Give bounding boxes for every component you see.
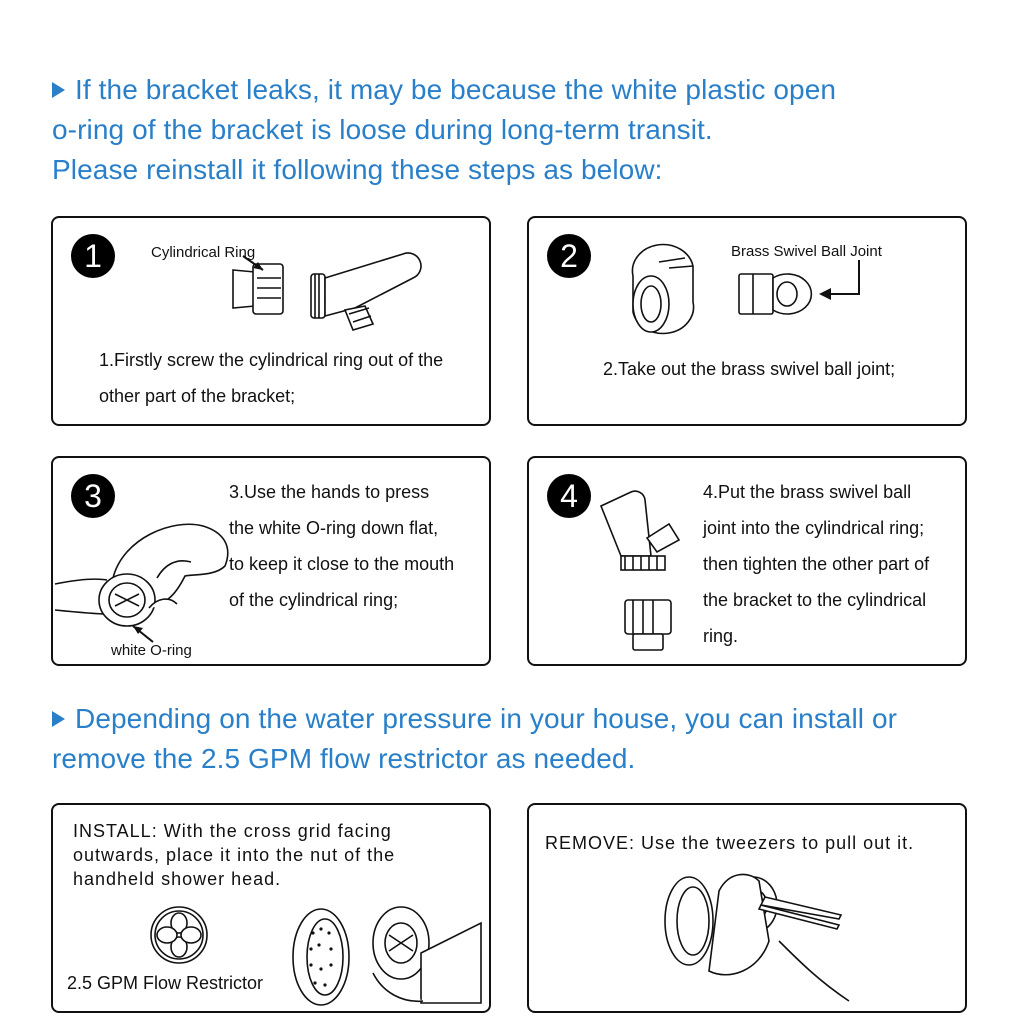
- remove-text: [545, 831, 914, 855]
- step-4-line-5: ring.: [703, 626, 739, 646]
- step-1-line-2: other part of the bracket;: [99, 386, 296, 406]
- step-3-line-1: 3.Use the hands to press: [229, 482, 430, 502]
- bracket-disassembly-illustration: [53, 218, 493, 348]
- step-2-panel: [527, 216, 967, 426]
- hand-pressing-oring-illustration: [53, 458, 253, 658]
- step-1-text: [99, 342, 489, 414]
- remove-keyword: REMOVE: [545, 833, 630, 853]
- intro-line-3: Please reinstall it following these steps as below:: [52, 154, 663, 185]
- step-4-line-1: 4.Put the brass swivel ball: [703, 482, 912, 502]
- install-line-1: : With the cross grid facing: [151, 821, 392, 841]
- flow-line-2: remove the 2.5 GPM flow restrictor as needed.: [52, 743, 636, 774]
- remove-panel: [527, 803, 967, 1013]
- flow-restrictor-icon: [149, 905, 219, 975]
- step-3-badge: 3: [71, 474, 115, 518]
- step-4-panel: [527, 456, 967, 666]
- step-4-line-3: then tighten the other part of: [703, 554, 930, 574]
- step-3-panel: [51, 456, 491, 666]
- flow-heading: [52, 699, 897, 779]
- bracket-assembly-illustration: [529, 458, 729, 668]
- step-1-line-1: 1.Firstly screw the cylindrical ring out of the: [99, 350, 444, 370]
- intro-line-2: o-ring of the bracket is loose during long-term transit.: [52, 114, 713, 145]
- intro-line-1: If the bracket leaks, it may be because the white plastic open: [52, 70, 836, 110]
- install-shower-head-illustration: [281, 893, 491, 1013]
- step-3-line-4: of the cylindrical ring;: [229, 590, 399, 610]
- intro-heading: [52, 70, 836, 190]
- step-2-badge: 2: [547, 234, 591, 278]
- step-3-text: [229, 474, 489, 618]
- install-panel: [51, 803, 491, 1013]
- step-1-badge: 1: [71, 234, 115, 278]
- step-4-line-2: joint into the cylindrical ring;: [703, 518, 925, 538]
- step-4-badge: 4: [547, 474, 591, 518]
- white-oring-label: white O-ring: [111, 642, 192, 659]
- step-2-line-1: 2.Take out the brass swivel ball joint;: [603, 359, 896, 379]
- brass-swivel-ball-joint-label: Brass Swivel Ball Joint: [731, 243, 882, 260]
- swivel-ball-joint-illustration: [529, 218, 969, 348]
- triangle-bullet-icon: [52, 711, 65, 727]
- step-3-line-2: the white O-ring down flat,: [229, 518, 439, 538]
- remove-with-tweezers-illustration: [649, 861, 889, 1011]
- flow-line-1: Depending on the water pressure in your house, you can install or: [52, 699, 897, 739]
- step-2-text: [603, 351, 963, 387]
- install-line-2: outwards, place it into the nut of the: [73, 845, 396, 865]
- step-3-line-3: to keep it close to the mouth: [229, 554, 455, 574]
- triangle-bullet-icon: [52, 82, 65, 98]
- install-line-3: handheld shower head.: [73, 869, 282, 889]
- install-text: [73, 819, 395, 891]
- remove-description: : Use the tweezers to pull out it.: [629, 833, 915, 853]
- flow-restrictor-label: 2.5 GPM Flow Restrictor: [67, 973, 264, 993]
- cylindrical-ring-label: Cylindrical Ring: [151, 244, 256, 261]
- step-4-text: [703, 474, 965, 654]
- install-keyword: INSTALL: [73, 821, 152, 841]
- step-4-line-4: the bracket to the cylindrical: [703, 590, 927, 610]
- step-1-panel: [51, 216, 491, 426]
